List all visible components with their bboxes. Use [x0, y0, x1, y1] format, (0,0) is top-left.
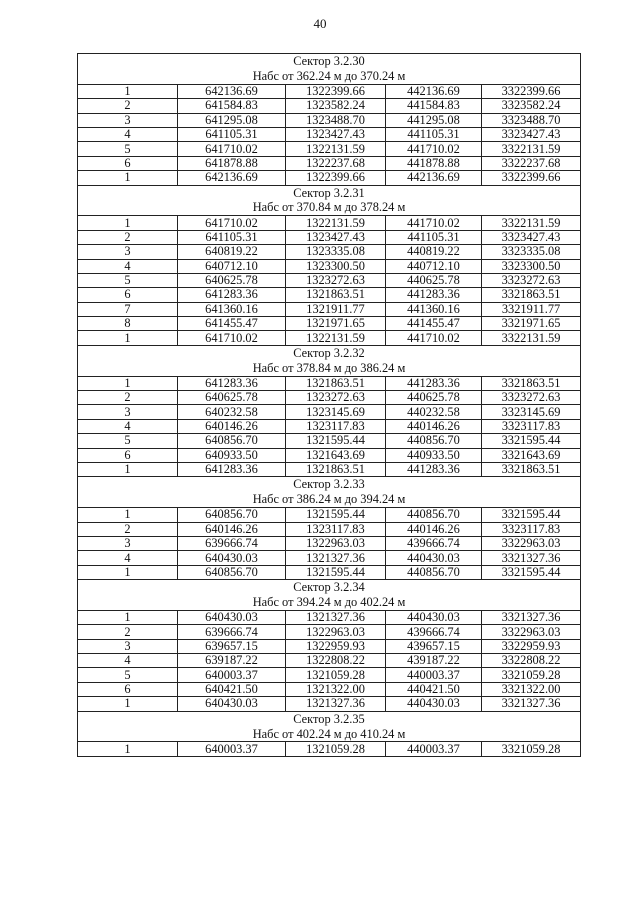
x-msk-coordinate-cell: 440003.37	[386, 668, 482, 682]
point-number-cell: 4	[78, 127, 178, 141]
y-coordinate-cell: 1321863.51	[286, 288, 386, 302]
y-msk-coordinate-cell: 3321911.77	[482, 302, 581, 316]
point-number-cell: 4	[78, 259, 178, 273]
x-coordinate-cell: 640625.78	[178, 391, 286, 405]
table-row	[78, 376, 581, 390]
y-coordinate-cell: 1322131.59	[286, 142, 386, 156]
point-number-cell: 1	[78, 565, 178, 579]
y-coordinate-cell: 1322959.93	[286, 639, 386, 653]
y-coordinate-cell: 1323145.69	[286, 405, 386, 419]
table-row	[78, 419, 581, 433]
x-msk-coordinate-cell: 441283.36	[386, 462, 482, 476]
x-coordinate-cell: 640421.50	[178, 682, 286, 696]
x-msk-coordinate-cell: 440003.37	[386, 742, 482, 756]
table-row	[78, 682, 581, 696]
table-row	[78, 508, 581, 522]
table-row	[78, 391, 581, 405]
sector-header-row	[78, 711, 581, 742]
x-msk-coordinate-cell: 440856.70	[386, 565, 482, 579]
point-number-cell: 8	[78, 317, 178, 331]
y-msk-coordinate-cell: 3322808.22	[482, 654, 581, 668]
point-number-cell: 3	[78, 536, 178, 550]
table-row	[78, 697, 581, 711]
y-coordinate-cell: 1321595.44	[286, 434, 386, 448]
table-row	[78, 625, 581, 639]
x-coordinate-cell: 641105.31	[178, 127, 286, 141]
table-row	[78, 113, 581, 127]
y-coordinate-cell: 1322808.22	[286, 654, 386, 668]
point-number-cell: 5	[78, 273, 178, 287]
point-number-cell: 3	[78, 113, 178, 127]
x-msk-coordinate-cell: 441360.16	[386, 302, 482, 316]
y-msk-coordinate-cell: 3323272.63	[482, 273, 581, 287]
table-row	[78, 156, 581, 170]
y-coordinate-cell: 1321059.28	[286, 668, 386, 682]
x-coordinate-cell: 640146.26	[178, 419, 286, 433]
point-number-cell: 3	[78, 245, 178, 259]
table-row	[78, 142, 581, 156]
point-number-cell: 2	[78, 230, 178, 244]
y-coordinate-cell: 1323427.43	[286, 230, 386, 244]
y-msk-coordinate-cell: 3322237.68	[482, 156, 581, 170]
point-number-cell: 1	[78, 610, 178, 624]
sector-header	[78, 580, 581, 611]
y-msk-coordinate-cell: 3323272.63	[482, 391, 581, 405]
y-coordinate-cell: 1322963.03	[286, 536, 386, 550]
point-number-cell: 6	[78, 156, 178, 170]
x-coordinate-cell: 642136.69	[178, 84, 286, 98]
sector-title: Сектор 3.2.35	[293, 711, 365, 726]
y-msk-coordinate-cell: 3323117.83	[482, 419, 581, 433]
y-coordinate-cell: 1322399.66	[286, 171, 386, 185]
y-msk-coordinate-cell: 3322131.59	[482, 216, 581, 230]
x-msk-coordinate-cell: 440146.26	[386, 419, 482, 433]
table-row	[78, 317, 581, 331]
x-msk-coordinate-cell: 441710.02	[386, 331, 482, 345]
x-coordinate-cell: 640003.37	[178, 668, 286, 682]
y-coordinate-cell: 1321863.51	[286, 462, 386, 476]
point-number-cell: 6	[78, 682, 178, 696]
point-number-cell: 1	[78, 742, 178, 756]
y-coordinate-cell: 1323272.63	[286, 391, 386, 405]
table-row	[78, 639, 581, 653]
y-msk-coordinate-cell: 3321971.65	[482, 317, 581, 331]
x-msk-coordinate-cell: 440712.10	[386, 259, 482, 273]
y-msk-coordinate-cell: 3321863.51	[482, 376, 581, 390]
point-number-cell: 4	[78, 654, 178, 668]
table-row	[78, 668, 581, 682]
y-msk-coordinate-cell: 3322963.03	[482, 536, 581, 550]
y-msk-coordinate-cell: 3321327.36	[482, 551, 581, 565]
y-msk-coordinate-cell: 3321643.69	[482, 448, 581, 462]
table-row	[78, 565, 581, 579]
y-msk-coordinate-cell: 3323488.70	[482, 113, 581, 127]
table-row	[78, 654, 581, 668]
y-msk-coordinate-cell: 3323300.50	[482, 259, 581, 273]
x-coordinate-cell: 641283.36	[178, 376, 286, 390]
y-msk-coordinate-cell: 3322399.66	[482, 84, 581, 98]
point-number-cell: 1	[78, 84, 178, 98]
point-number-cell: 1	[78, 508, 178, 522]
sector-header	[78, 345, 581, 376]
x-coordinate-cell: 640856.70	[178, 434, 286, 448]
y-msk-coordinate-cell: 3321059.28	[482, 742, 581, 756]
y-coordinate-cell: 1323582.24	[286, 99, 386, 113]
x-coordinate-cell: 640430.03	[178, 551, 286, 565]
y-coordinate-cell: 1322963.03	[286, 625, 386, 639]
x-coordinate-cell: 639657.15	[178, 639, 286, 653]
y-coordinate-cell: 1323427.43	[286, 127, 386, 141]
x-msk-coordinate-cell: 440856.70	[386, 508, 482, 522]
x-coordinate-cell: 641105.31	[178, 230, 286, 244]
x-msk-coordinate-cell: 440430.03	[386, 610, 482, 624]
sector-header-row	[78, 54, 581, 85]
point-number-cell: 4	[78, 551, 178, 565]
table-row	[78, 610, 581, 624]
page-number: 40	[313, 16, 327, 31]
y-coordinate-cell: 1321595.44	[286, 565, 386, 579]
point-number-cell: 1	[78, 376, 178, 390]
y-msk-coordinate-cell: 3323335.08	[482, 245, 581, 259]
table-row	[78, 742, 581, 756]
x-coordinate-cell: 641295.08	[178, 113, 286, 127]
point-number-cell: 5	[78, 668, 178, 682]
x-coordinate-cell: 641710.02	[178, 142, 286, 156]
x-msk-coordinate-cell: 439666.74	[386, 625, 482, 639]
point-number-cell: 1	[78, 216, 178, 230]
table-row	[78, 405, 581, 419]
y-coordinate-cell: 1322237.68	[286, 156, 386, 170]
y-coordinate-cell: 1321595.44	[286, 508, 386, 522]
table-row	[78, 462, 581, 476]
y-coordinate-cell: 1321863.51	[286, 376, 386, 390]
point-number-cell: 1	[78, 171, 178, 185]
table-row	[78, 99, 581, 113]
x-msk-coordinate-cell: 440430.03	[386, 697, 482, 711]
x-msk-coordinate-cell: 440430.03	[386, 551, 482, 565]
table-row	[78, 448, 581, 462]
x-coordinate-cell: 640819.22	[178, 245, 286, 259]
point-number-cell: 1	[78, 462, 178, 476]
coordinates-table-container	[77, 53, 580, 757]
sector-header	[78, 711, 581, 742]
x-msk-coordinate-cell: 440933.50	[386, 448, 482, 462]
x-coordinate-cell: 640232.58	[178, 405, 286, 419]
sector-title: Сектор 3.2.31	[293, 185, 365, 200]
y-msk-coordinate-cell: 3323117.83	[482, 522, 581, 536]
x-msk-coordinate-cell: 440625.78	[386, 273, 482, 287]
x-coordinate-cell: 641710.02	[178, 331, 286, 345]
y-msk-coordinate-cell: 3322131.59	[482, 142, 581, 156]
sector-title: Сектор 3.2.32	[293, 345, 365, 360]
table-row	[78, 288, 581, 302]
y-msk-coordinate-cell: 3321595.44	[482, 434, 581, 448]
x-coordinate-cell: 640712.10	[178, 259, 286, 273]
y-msk-coordinate-cell: 3321863.51	[482, 462, 581, 476]
table-row	[78, 171, 581, 185]
x-msk-coordinate-cell: 441710.02	[386, 216, 482, 230]
sector-height-range: Набс от 362.24 м до 370.24 м	[252, 68, 406, 83]
y-msk-coordinate-cell: 3323145.69	[482, 405, 581, 419]
x-msk-coordinate-cell: 439666.74	[386, 536, 482, 550]
sector-header	[78, 185, 581, 216]
x-msk-coordinate-cell: 441283.36	[386, 376, 482, 390]
y-msk-coordinate-cell: 3321595.44	[482, 565, 581, 579]
point-number-cell: 1	[78, 697, 178, 711]
y-coordinate-cell: 1321971.65	[286, 317, 386, 331]
x-coordinate-cell: 641584.83	[178, 99, 286, 113]
x-msk-coordinate-cell: 439187.22	[386, 654, 482, 668]
x-msk-coordinate-cell: 442136.69	[386, 84, 482, 98]
x-msk-coordinate-cell: 440232.58	[386, 405, 482, 419]
table-row	[78, 522, 581, 536]
y-coordinate-cell: 1322131.59	[286, 216, 386, 230]
y-coordinate-cell: 1323488.70	[286, 113, 386, 127]
x-msk-coordinate-cell: 440625.78	[386, 391, 482, 405]
y-msk-coordinate-cell: 3321322.00	[482, 682, 581, 696]
sector-header	[78, 54, 581, 85]
y-msk-coordinate-cell: 3323582.24	[482, 99, 581, 113]
y-coordinate-cell: 1323300.50	[286, 259, 386, 273]
y-coordinate-cell: 1321327.36	[286, 697, 386, 711]
table-row	[78, 273, 581, 287]
point-number-cell: 2	[78, 625, 178, 639]
x-msk-coordinate-cell: 442136.69	[386, 171, 482, 185]
x-coordinate-cell: 642136.69	[178, 171, 286, 185]
x-coordinate-cell: 640856.70	[178, 565, 286, 579]
x-msk-coordinate-cell: 441295.08	[386, 113, 482, 127]
point-number-cell: 2	[78, 391, 178, 405]
table-row	[78, 434, 581, 448]
table-row	[78, 245, 581, 259]
y-msk-coordinate-cell: 3323427.43	[482, 127, 581, 141]
x-coordinate-cell: 640933.50	[178, 448, 286, 462]
sector-header-row	[78, 185, 581, 216]
y-msk-coordinate-cell: 3321327.36	[482, 697, 581, 711]
x-coordinate-cell: 640430.03	[178, 697, 286, 711]
sector-title: Сектор 3.2.33	[293, 477, 365, 492]
y-msk-coordinate-cell: 3321059.28	[482, 668, 581, 682]
point-number-cell: 2	[78, 522, 178, 536]
y-coordinate-cell: 1321643.69	[286, 448, 386, 462]
x-coordinate-cell: 639187.22	[178, 654, 286, 668]
x-coordinate-cell: 640430.03	[178, 610, 286, 624]
point-number-cell: 6	[78, 448, 178, 462]
table-row	[78, 302, 581, 316]
x-msk-coordinate-cell: 440146.26	[386, 522, 482, 536]
y-coordinate-cell: 1321059.28	[286, 742, 386, 756]
y-msk-coordinate-cell: 3321595.44	[482, 508, 581, 522]
x-coordinate-cell: 641710.02	[178, 216, 286, 230]
sector-height-range: Набс от 386.24 м до 394.24 м	[252, 492, 406, 507]
sector-height-range: Набс от 370.84 м до 378.24 м	[252, 200, 406, 215]
point-number-cell: 3	[78, 639, 178, 653]
x-coordinate-cell: 640625.78	[178, 273, 286, 287]
x-msk-coordinate-cell: 441584.83	[386, 99, 482, 113]
x-msk-coordinate-cell: 441283.36	[386, 288, 482, 302]
y-coordinate-cell: 1322399.66	[286, 84, 386, 98]
x-msk-coordinate-cell: 440421.50	[386, 682, 482, 696]
x-msk-coordinate-cell: 441105.31	[386, 230, 482, 244]
y-msk-coordinate-cell: 3322399.66	[482, 171, 581, 185]
x-coordinate-cell: 641360.16	[178, 302, 286, 316]
x-msk-coordinate-cell: 440856.70	[386, 434, 482, 448]
y-msk-coordinate-cell: 3323427.43	[482, 230, 581, 244]
sector-height-range: Набс от 402.24 м до 410.24 м	[252, 726, 406, 741]
y-coordinate-cell: 1323117.83	[286, 522, 386, 536]
y-msk-coordinate-cell: 3322131.59	[482, 331, 581, 345]
x-coordinate-cell: 641455.47	[178, 317, 286, 331]
point-number-cell: 4	[78, 419, 178, 433]
sector-header-row	[78, 477, 581, 508]
table-row	[78, 216, 581, 230]
x-coordinate-cell: 639666.74	[178, 625, 286, 639]
sector-header	[78, 477, 581, 508]
x-coordinate-cell: 641283.36	[178, 462, 286, 476]
point-number-cell: 7	[78, 302, 178, 316]
sector-header-row	[78, 580, 581, 611]
point-number-cell: 1	[78, 331, 178, 345]
table-row	[78, 84, 581, 98]
point-number-cell: 5	[78, 142, 178, 156]
x-coordinate-cell: 641283.36	[178, 288, 286, 302]
point-number-cell: 3	[78, 405, 178, 419]
x-coordinate-cell: 641878.88	[178, 156, 286, 170]
x-msk-coordinate-cell: 439657.15	[386, 639, 482, 653]
y-coordinate-cell: 1323117.83	[286, 419, 386, 433]
y-msk-coordinate-cell: 3322963.03	[482, 625, 581, 639]
x-coordinate-cell: 639666.74	[178, 536, 286, 550]
coordinates-table-body	[78, 54, 581, 757]
x-msk-coordinate-cell: 441710.02	[386, 142, 482, 156]
y-coordinate-cell: 1323272.63	[286, 273, 386, 287]
y-coordinate-cell: 1321322.00	[286, 682, 386, 696]
y-coordinate-cell: 1322131.59	[286, 331, 386, 345]
x-coordinate-cell: 640003.37	[178, 742, 286, 756]
x-coordinate-cell: 640856.70	[178, 508, 286, 522]
x-coordinate-cell: 640146.26	[178, 522, 286, 536]
y-coordinate-cell: 1321327.36	[286, 551, 386, 565]
coordinates-table	[77, 53, 581, 757]
x-msk-coordinate-cell: 441105.31	[386, 127, 482, 141]
table-row	[78, 259, 581, 273]
x-msk-coordinate-cell: 440819.22	[386, 245, 482, 259]
table-row	[78, 331, 581, 345]
sector-height-range: Набс от 394.24 м до 402.24 м	[252, 595, 406, 610]
point-number-cell: 2	[78, 99, 178, 113]
point-number-cell: 6	[78, 288, 178, 302]
sector-header-row	[78, 345, 581, 376]
y-msk-coordinate-cell: 3321863.51	[482, 288, 581, 302]
x-msk-coordinate-cell: 441878.88	[386, 156, 482, 170]
sector-title: Сектор 3.2.34	[293, 580, 365, 595]
y-coordinate-cell: 1321911.77	[286, 302, 386, 316]
y-coordinate-cell: 1323335.08	[286, 245, 386, 259]
sector-title: Сектор 3.2.30	[293, 54, 365, 68]
y-msk-coordinate-cell: 3321327.36	[482, 610, 581, 624]
x-msk-coordinate-cell: 441455.47	[386, 317, 482, 331]
table-row	[78, 551, 581, 565]
y-coordinate-cell: 1321327.36	[286, 610, 386, 624]
point-number-cell: 5	[78, 434, 178, 448]
table-row	[78, 230, 581, 244]
sector-height-range: Набс от 378.84 м до 386.24 м	[252, 360, 406, 375]
table-row	[78, 127, 581, 141]
table-row	[78, 536, 581, 550]
y-msk-coordinate-cell: 3322959.93	[482, 639, 581, 653]
